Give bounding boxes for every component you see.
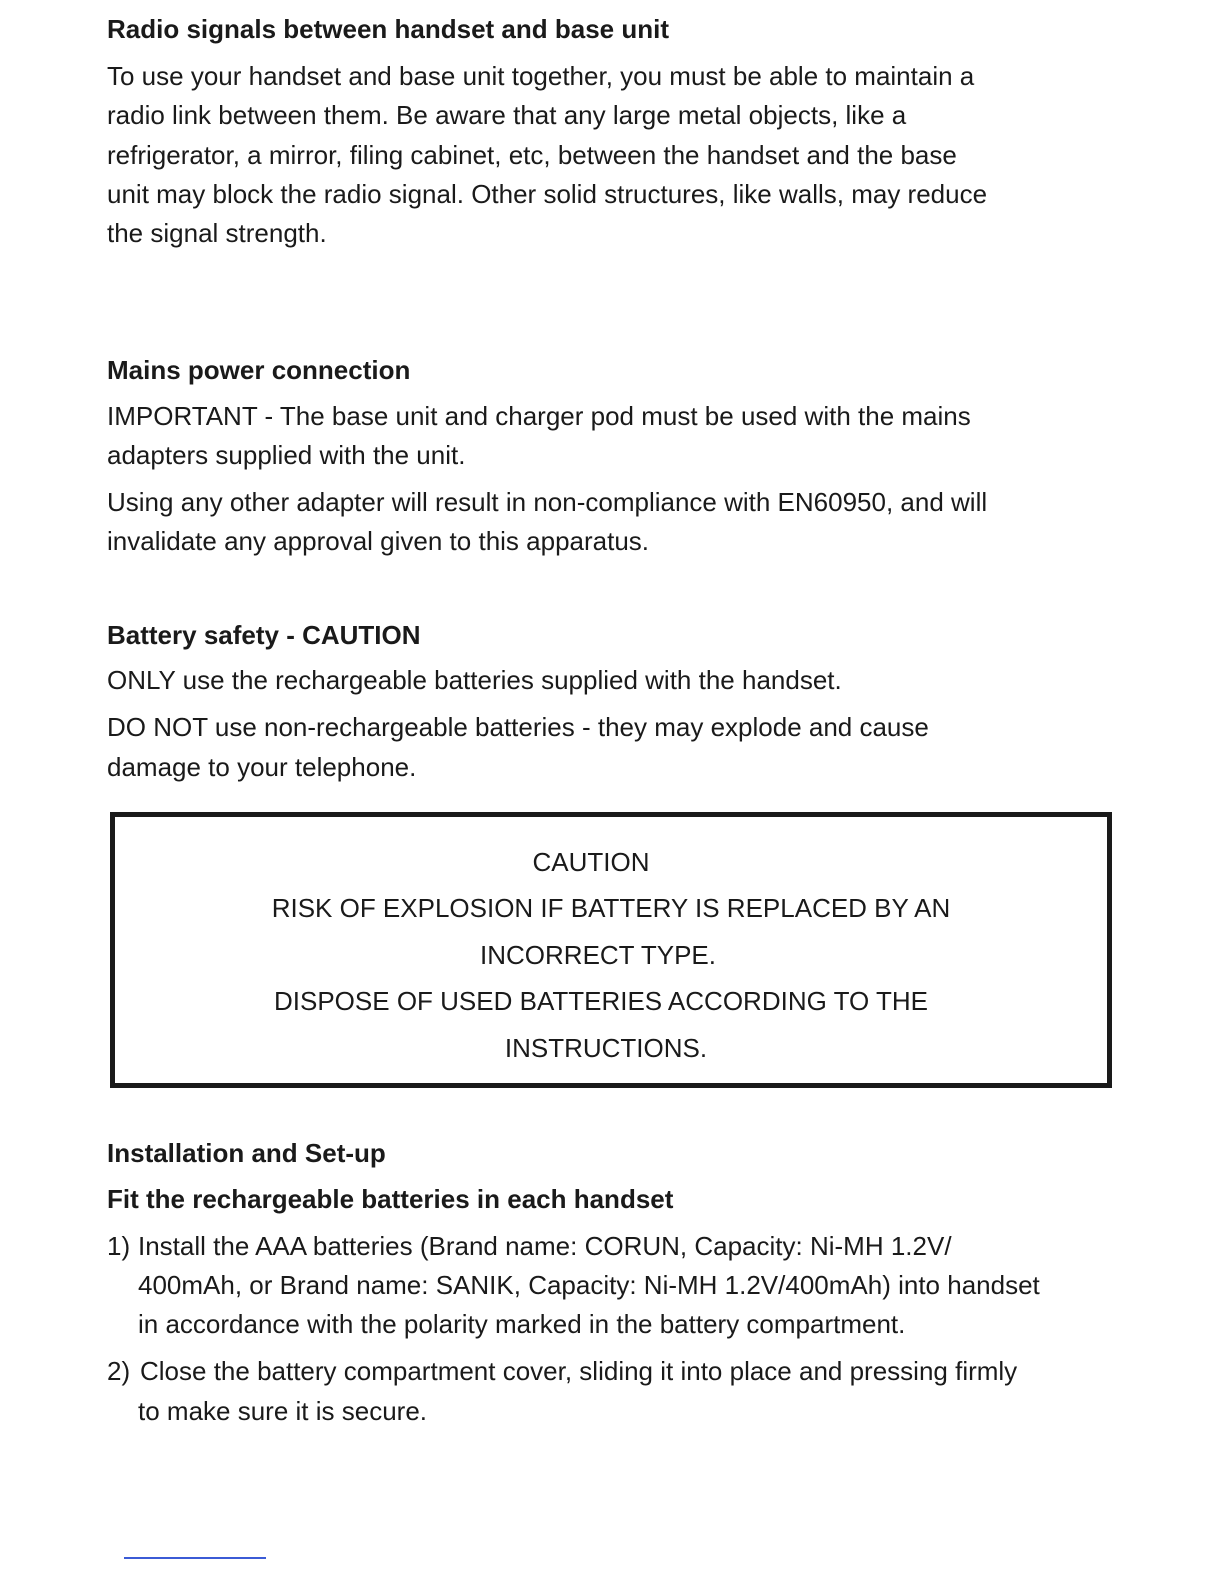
step-line: 400mAh, or Brand name: SANIK, Capacity: Ni-MH 1.2V/400mAh) into handset bbox=[138, 1270, 1040, 1300]
footer-rule bbox=[124, 1557, 266, 1559]
paragraph-line: invalidate any approval given to this apparatus. bbox=[107, 526, 650, 556]
step-number: 2) bbox=[107, 1356, 131, 1386]
paragraph-line: Using any other adapter will result in non-compliance with EN60950, and will bbox=[107, 487, 988, 517]
caution-box bbox=[110, 812, 1112, 1088]
step-line: Install the AAA batteries (Brand name: CORUN, Capacity: Ni-MH 1.2V/ bbox=[138, 1231, 952, 1261]
paragraph-line: damage to your telephone. bbox=[107, 752, 417, 782]
paragraph-line: DO NOT use non-rechargeable batteries - they may explode and cause bbox=[107, 712, 929, 742]
step-line: in accordance with the polarity marked in the battery compartment. bbox=[138, 1309, 906, 1339]
paragraph-line: radio link between them. Be aware that any large metal objects, like a bbox=[107, 100, 907, 130]
section-heading-radio: Radio signals between handset and base unit bbox=[107, 14, 669, 44]
step-line: Close the battery compartment cover, sliding it into place and pressing firmly bbox=[140, 1356, 1018, 1386]
paragraph-line: To use your handset and base unit together, you must be able to maintain a bbox=[107, 61, 975, 91]
paragraph-line: ONLY use the rechargeable batteries supplied with the handset. bbox=[107, 665, 842, 695]
paragraph-line: IMPORTANT - The base unit and charger pod must be used with the mains bbox=[107, 401, 971, 431]
paragraph-line: the signal strength. bbox=[107, 218, 327, 248]
paragraph-line: unit may block the radio signal. Other solid structures, like walls, may reduce bbox=[107, 179, 988, 209]
caution-title: CAUTION bbox=[532, 847, 650, 877]
caution-line: RISK OF EXPLOSION IF BATTERY IS REPLACED BY AN bbox=[271, 893, 951, 923]
caution-line: DISPOSE OF USED BATTERIES ACCORDING TO THE bbox=[274, 986, 928, 1016]
section-heading-install: Installation and Set-up bbox=[107, 1138, 386, 1168]
paragraph-line: adapters supplied with the unit. bbox=[107, 440, 466, 470]
caution-line: INCORRECT TYPE. bbox=[480, 940, 716, 970]
subsection-heading-batteries: Fit the rechargeable batteries in each handset bbox=[107, 1184, 674, 1214]
section-heading-mains: Mains power connection bbox=[107, 355, 411, 385]
step-line: to make sure it is secure. bbox=[138, 1396, 427, 1426]
step-number: 1) bbox=[107, 1231, 131, 1261]
paragraph-line: refrigerator, a mirror, filing cabinet, etc, between the handset and the base bbox=[107, 140, 957, 170]
section-heading-battery: Battery safety - CAUTION bbox=[107, 620, 421, 650]
caution-line: INSTRUCTIONS. bbox=[504, 1033, 708, 1063]
